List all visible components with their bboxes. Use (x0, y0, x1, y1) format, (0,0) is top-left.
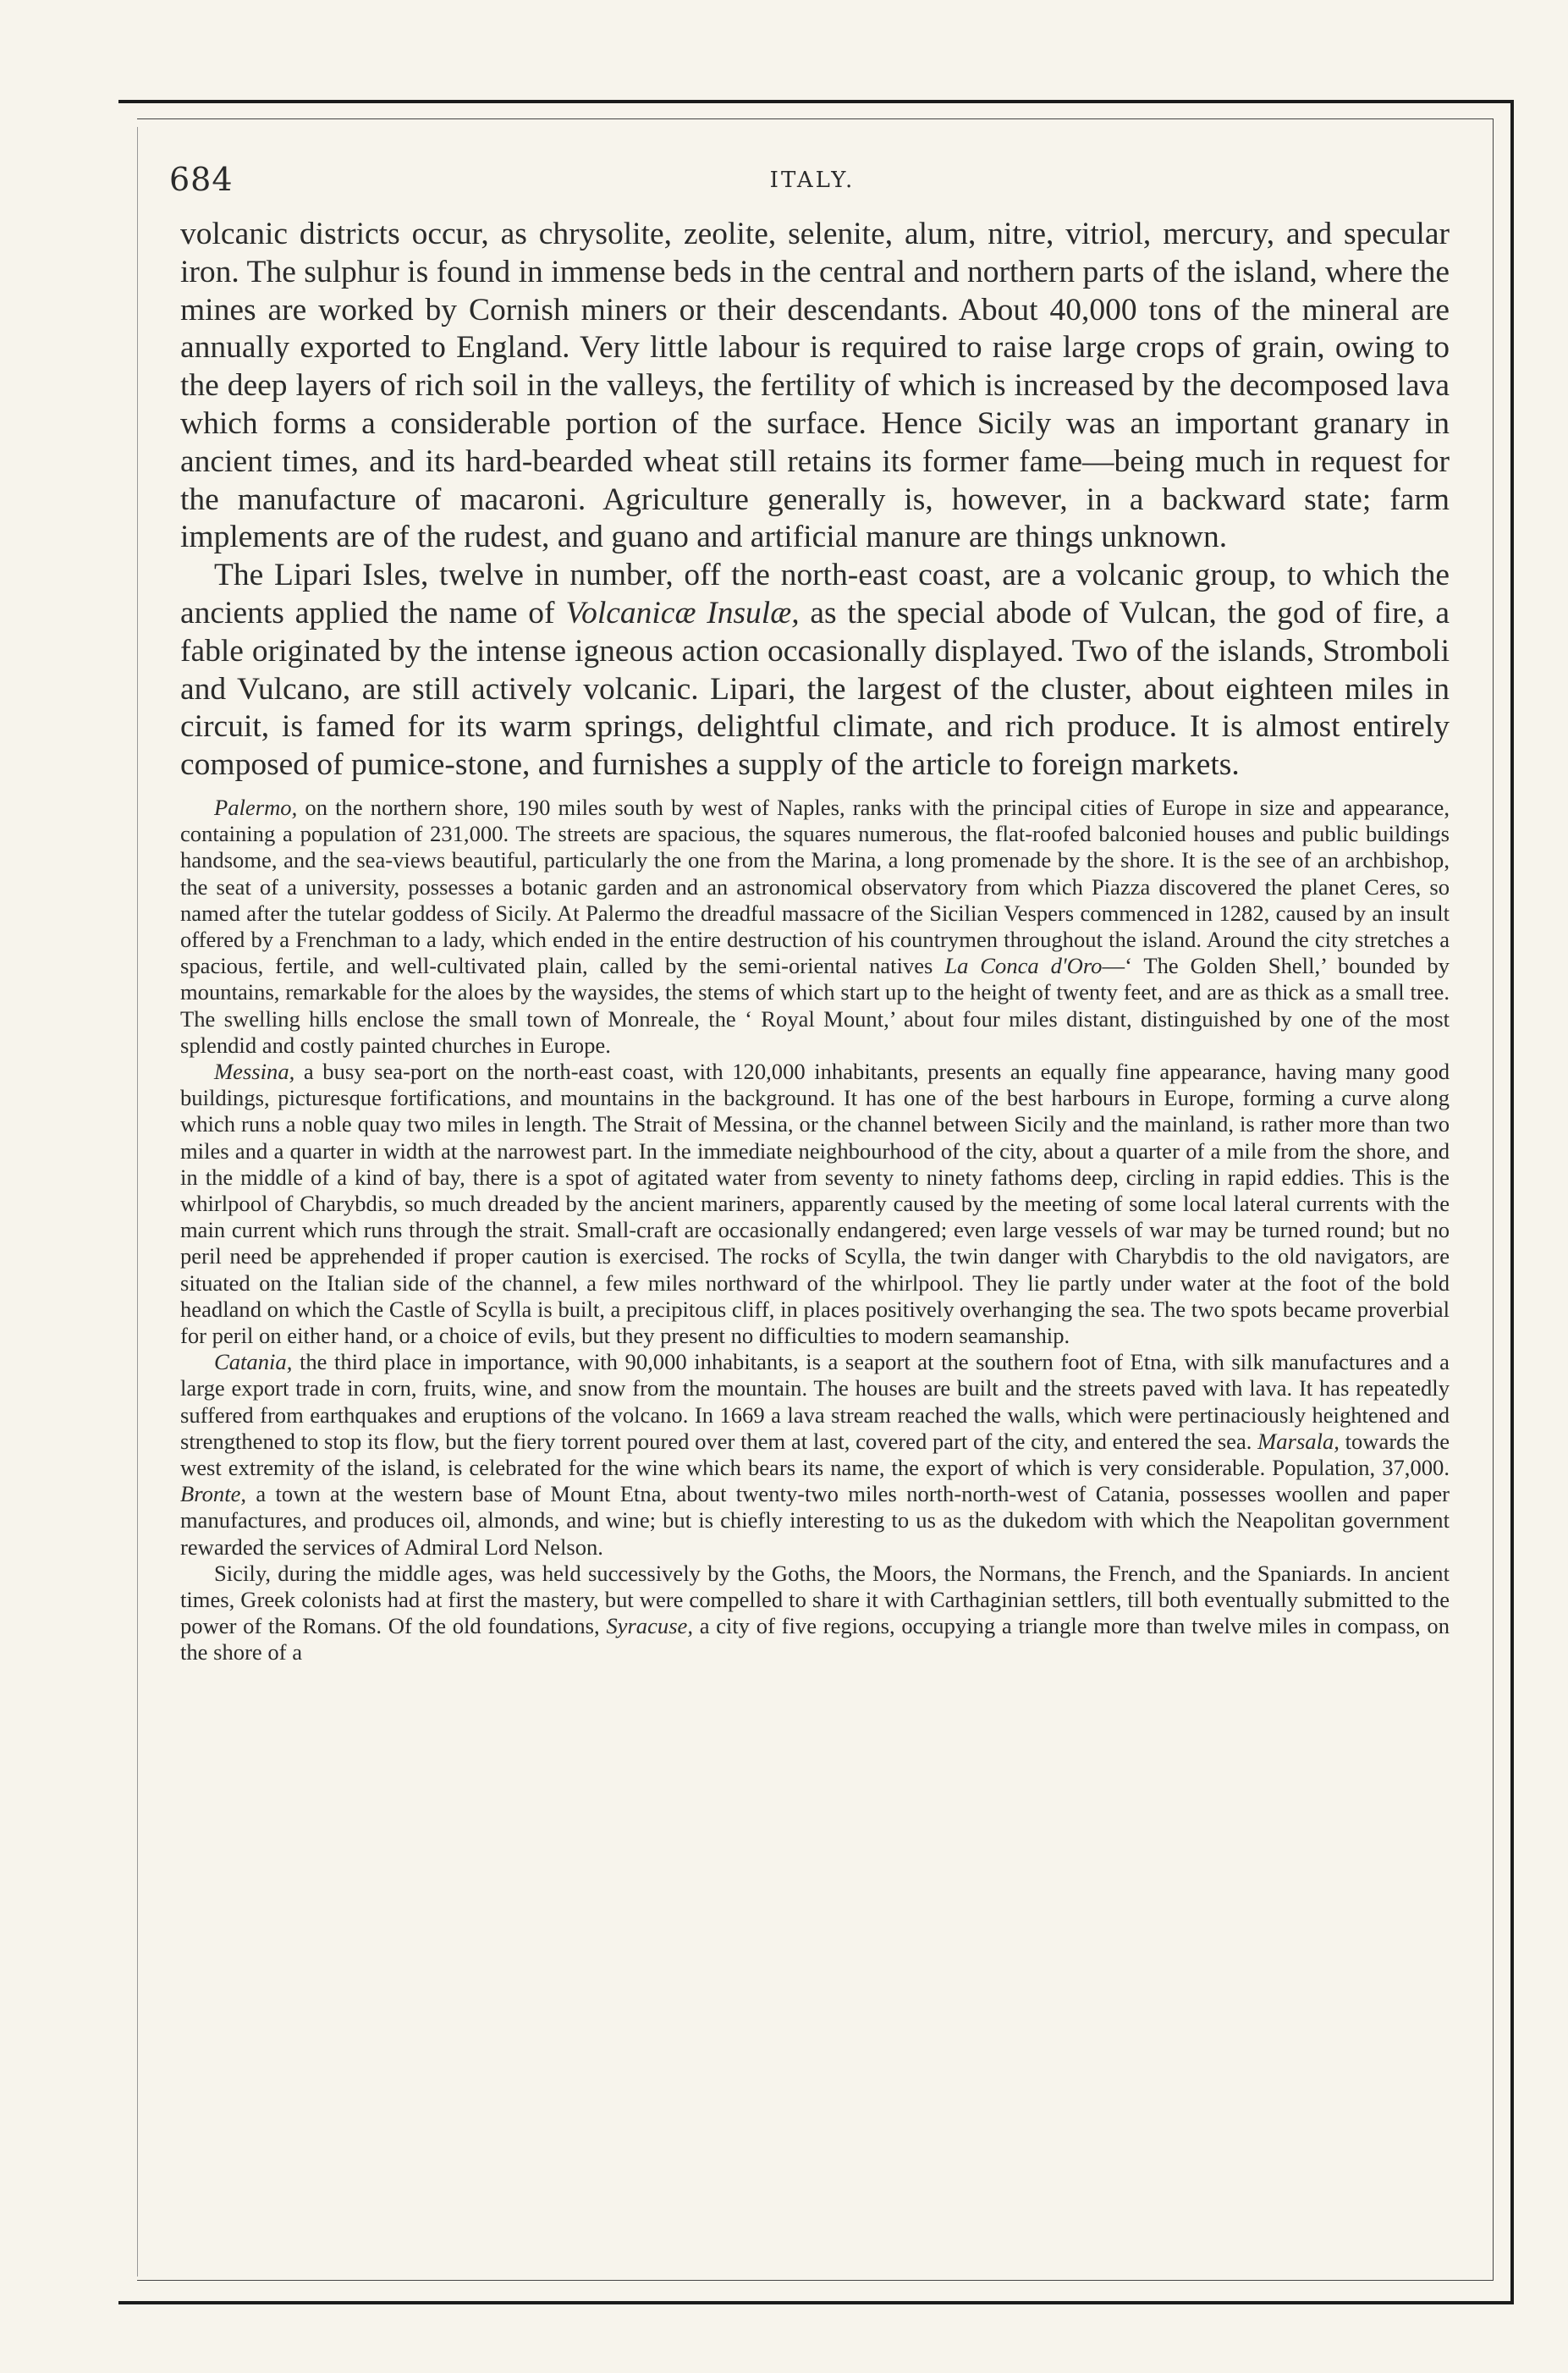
italic-term: Syracuse, (606, 1613, 693, 1639)
small-paragraph (180, 1059, 1450, 1349)
italic-term: Volcanicæ Insulæ, (565, 595, 800, 630)
text-run: volcanic districts occur, as chrysolite, zeolite, selenite, alum, nitre, vitriol, mercury, and specular iron. The sulphur is found in immense beds in the central and northern parts of the island, where the mines are worked by Cornish miners or their descendants. About 40,000 tons of the mineral are annually exported to England. Very little labour is required to raise large crops of grain, owing to the deep layers of rich soil in the valleys, the fertility of which is increased by the decomposed lava which forms a considerable portion of the surface. Hence Sicily was an important granary in ancient times, and its hard-bearded wheat still retains its former fame—being much in request for the manufacture of macaroni. Agriculture generally is, however, in a backward state; farm implements are of the rudest, and guano and artificial manure are things unknown. (180, 217, 1450, 555)
text-run: —‘ The Golden Shell,’ bounded by mountains, remarkable for the aloes by the waysides, the stems of which start up to the height of twenty feet, and are as thick as a small tree. The swelling hills enclose the small town of Monreale, the ‘ Royal Mount,’ about four miles distant, distinguished by one of the most splendid and costly painted churches in Europe. (180, 953, 1450, 1058)
text-run: a town at the western base of Mount Etna, about twenty-two miles north-north-west of Catania, possesses woollen and paper manufactures, and produces oil, almonds, and wine; but is chiefly interesting to us as the dukedom with which the Neapolitan government rewarded the services of Admiral Lord Nelson. (180, 1481, 1450, 1560)
small-paragraph (180, 1349, 1450, 1561)
page-body (180, 216, 1450, 2264)
page-border-left (137, 127, 138, 2277)
italic-term: La Conca d'Oro (944, 953, 1103, 979)
italic-term: Palermo, (214, 794, 298, 820)
text-run: the third place in importance, with 90,000 inhabitants, is a seaport at the southern foot of Etna, with silk manufactures and a large export trade in corn, fruits, wine, and snow from the mountain. The houses are built and the streets paved with lava. It has repeatedly suffered from earthquakes and eruptions of the volcano. In 1669 a lava stream reached the walls, which were pertinaciously heightened and strengthened to stop its flow, but the fiery torrent poured over them at last, covered part of the city, and entered the sea. (180, 1349, 1450, 1454)
small-paragraph (180, 1561, 1450, 1666)
text-run: as the special abode of Vulcan, the god of fire, a fable originated by the intense igneous action occasionally displayed. Two of the islands, Stromboli and Vulcano, are still actively volcanic. Lipari, the largest of the cluster, about eighteen miles in circuit, is famed for its warm springs, delightful climate, and rich produce. It is almost entirely composed of pumice-stone, and furnishes a supply of the article to foreign markets. (180, 595, 1450, 783)
main-text (180, 216, 1450, 785)
text-run: towards the west extremity of the island, is celebrated for the wine which bears its name, the export of which is very considerable. Population, 37,000. (180, 1428, 1450, 1481)
text-run: on the northern shore, 190 miles south by west of Naples, ranks with the principal cities of Europe in size and appearance, containing a population of 231,000. The streets are spacious, the squares numerous, the flat-roofed balconied houses and public buildings handsome, and the sea-views beautiful, particularly the one from the Marina, a long promenade by the shore. It is the see of an archbishop, the seat of a university, possesses a botanic garden and an astronomical observatory from which Piazza discovered the planet Ceres, so named after the tutelar goddess of Sicily. At Palermo the dreadful massacre of the Sicilian Vespers commenced in 1282, caused by an insult offered by a Frenchman to a lady, which ended in the entire destruction of his countrymen throughout the island. Around the city stretches a spacious, fertile, and well-cultivated plain, called by the semi-oriental natives (180, 794, 1450, 979)
page-header (169, 161, 1455, 212)
text-run: Sicily, during the middle ages, was held successively by the Goths, the Moors, the Normans, the French, and the Spaniards. In ancient times, Greek colonists had at first the mastery, but were compelled to share it with Carthaginian settlers, till both eventually submitted to the power of the Romans. Of the old foundations, (180, 1560, 1450, 1639)
text-run: a city of five regions, occupying a triangle more than twelve miles in compass, on the shore of a (180, 1613, 1450, 1666)
text-run: a busy sea-port on the north-east coast, with 120,000 inhabitants, presents an equally fine appearance, having many good buildings, picturesque fortifications, and mountains in the background. It has one of the best harbours in Europe, forming a curve along which runs a noble quay two miles in length. The Strait of Messina, or the channel between Sicily and the mainland, is rather more than two miles and a quarter in width at the narrowest part. In the immediate neighbourhood of the city, about a quarter of a mile from the shore, and in the middle of a kind of bay, there is a spot of agitated water from seventy to ninety fathoms deep, circling in rapid eddies. This is the whirlpool of Charybdis, so much dreaded by the ancient mariners, apparently caused by the meeting of some local lateral currents with the main current which runs through the strait. Small-craft are occasionally endangered; even large vessels of war may be turned round; but no peril need be apprehended if proper caution is exercised. The rocks of Scylla, the twin danger with Charybdis to the old navigators, are situated on the Italian side of the channel, a few miles northward of the whirlpool. They lie partly under water at the foot of the bold headland on which the Castle of Scylla is built, a precipitous cliff, in places positively overhanging the sea. The two spots became proverbial for peril on either hand, or a choice of evils, but they present no difficulties to modern seamanship. (180, 1058, 1450, 1349)
italic-term: Catania, (214, 1349, 293, 1375)
page-number: 684 (169, 161, 234, 198)
large-paragraph (180, 557, 1450, 785)
text-run: The Lipari Isles, twelve in number, off the north-east coast, are a volcanic group, to which the ancients applied the name of (180, 558, 1450, 630)
small-paragraph (180, 795, 1450, 1059)
italic-term: Bronte, (180, 1481, 247, 1507)
running-head: ITALY. (769, 168, 856, 193)
small-print-text (180, 795, 1450, 1666)
italic-term: Messina, (214, 1058, 295, 1084)
large-paragraph (180, 216, 1450, 557)
italic-term: Marsala, (1257, 1428, 1340, 1454)
